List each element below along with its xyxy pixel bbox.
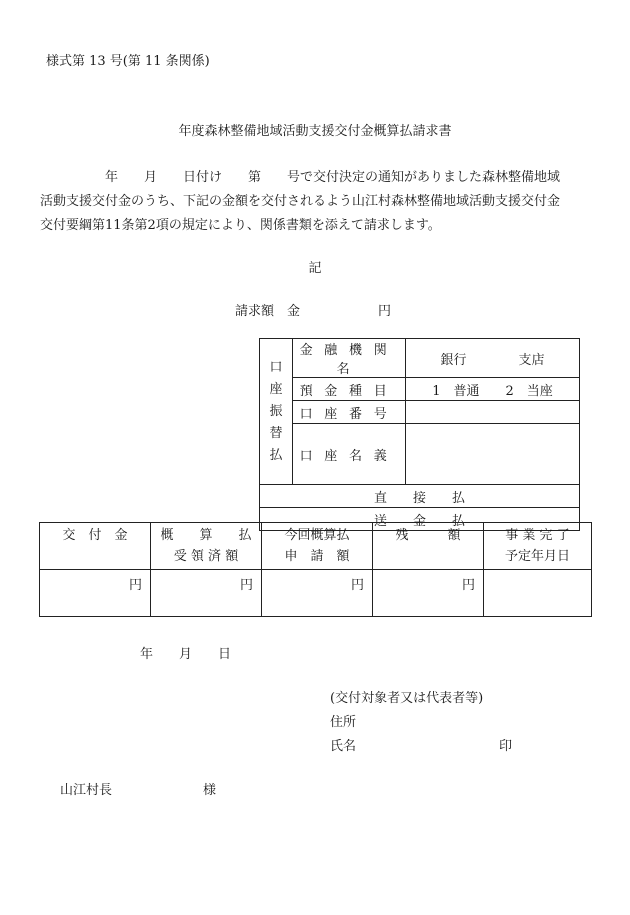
addressee: 山江村長 様 [60, 783, 217, 798]
grant-amount-field[interactable]: 円 [40, 570, 151, 617]
body-text-line-3: 交付要綱第11条第2項の規定により、関係書類を添えて請求します。 [40, 218, 441, 233]
bank-account-table [259, 338, 580, 531]
amount-table [39, 522, 592, 617]
direct-payment-option[interactable]: 直 接 払 [260, 485, 580, 508]
body-text-line-1: 年 月 日付け 第 号で交付決定の通知がありました森林整備地域 [40, 170, 561, 185]
account-holder-field[interactable] [406, 424, 580, 485]
header-request: 今回概算払 申 請 額 [262, 523, 373, 570]
applicant-name: 氏名 印 [330, 739, 513, 754]
header-completion-date: 事 業 完 了 予定年月日 [484, 523, 592, 570]
applicant-title: (交付対象者又は代表者等) [330, 691, 484, 706]
balance-amount-field[interactable]: 円 [373, 570, 484, 617]
header-grant: 交 付 金 [40, 523, 151, 570]
completion-date-field[interactable] [484, 570, 592, 617]
deposit-type-label: 預金種目 [293, 378, 406, 401]
bank-name-label: 金融機関名 [293, 339, 406, 378]
request-amount-field[interactable]: 円 [262, 570, 373, 617]
date-line: 年 月 日 [140, 647, 232, 662]
received-amount-field[interactable]: 円 [151, 570, 262, 617]
deposit-type-field[interactable]: 1 普通 2 当座 [406, 378, 580, 401]
body-text-line-2: 活動支援交付金のうち、下記の金額を交付されるよう山江村森林整備地域活動支援交付金 [40, 194, 561, 209]
remittance-option[interactable]: 送 金 払 [260, 508, 580, 531]
header-received: 概 算 払 受 領 済 額 [151, 523, 262, 570]
applicant-address: 住所 [330, 715, 357, 730]
claim-amount: 請求額 金 円 [235, 304, 392, 319]
document-title: 年度森林整備地域活動支援交付金概算払請求書 [178, 124, 452, 139]
account-number-field[interactable] [406, 401, 580, 424]
account-transfer-label: 口 座 振 替 払 [260, 339, 293, 485]
account-holder-label: 口座名義 [293, 424, 406, 485]
form-number: 様式第 13 号(第 11 条関係) [46, 54, 210, 69]
bank-name-field[interactable]: 銀行 支店 [406, 339, 580, 378]
account-number-label: 口座番号 [293, 401, 406, 424]
header-balance: 残 額 [373, 523, 484, 570]
ki-heading: 記 [308, 261, 322, 276]
